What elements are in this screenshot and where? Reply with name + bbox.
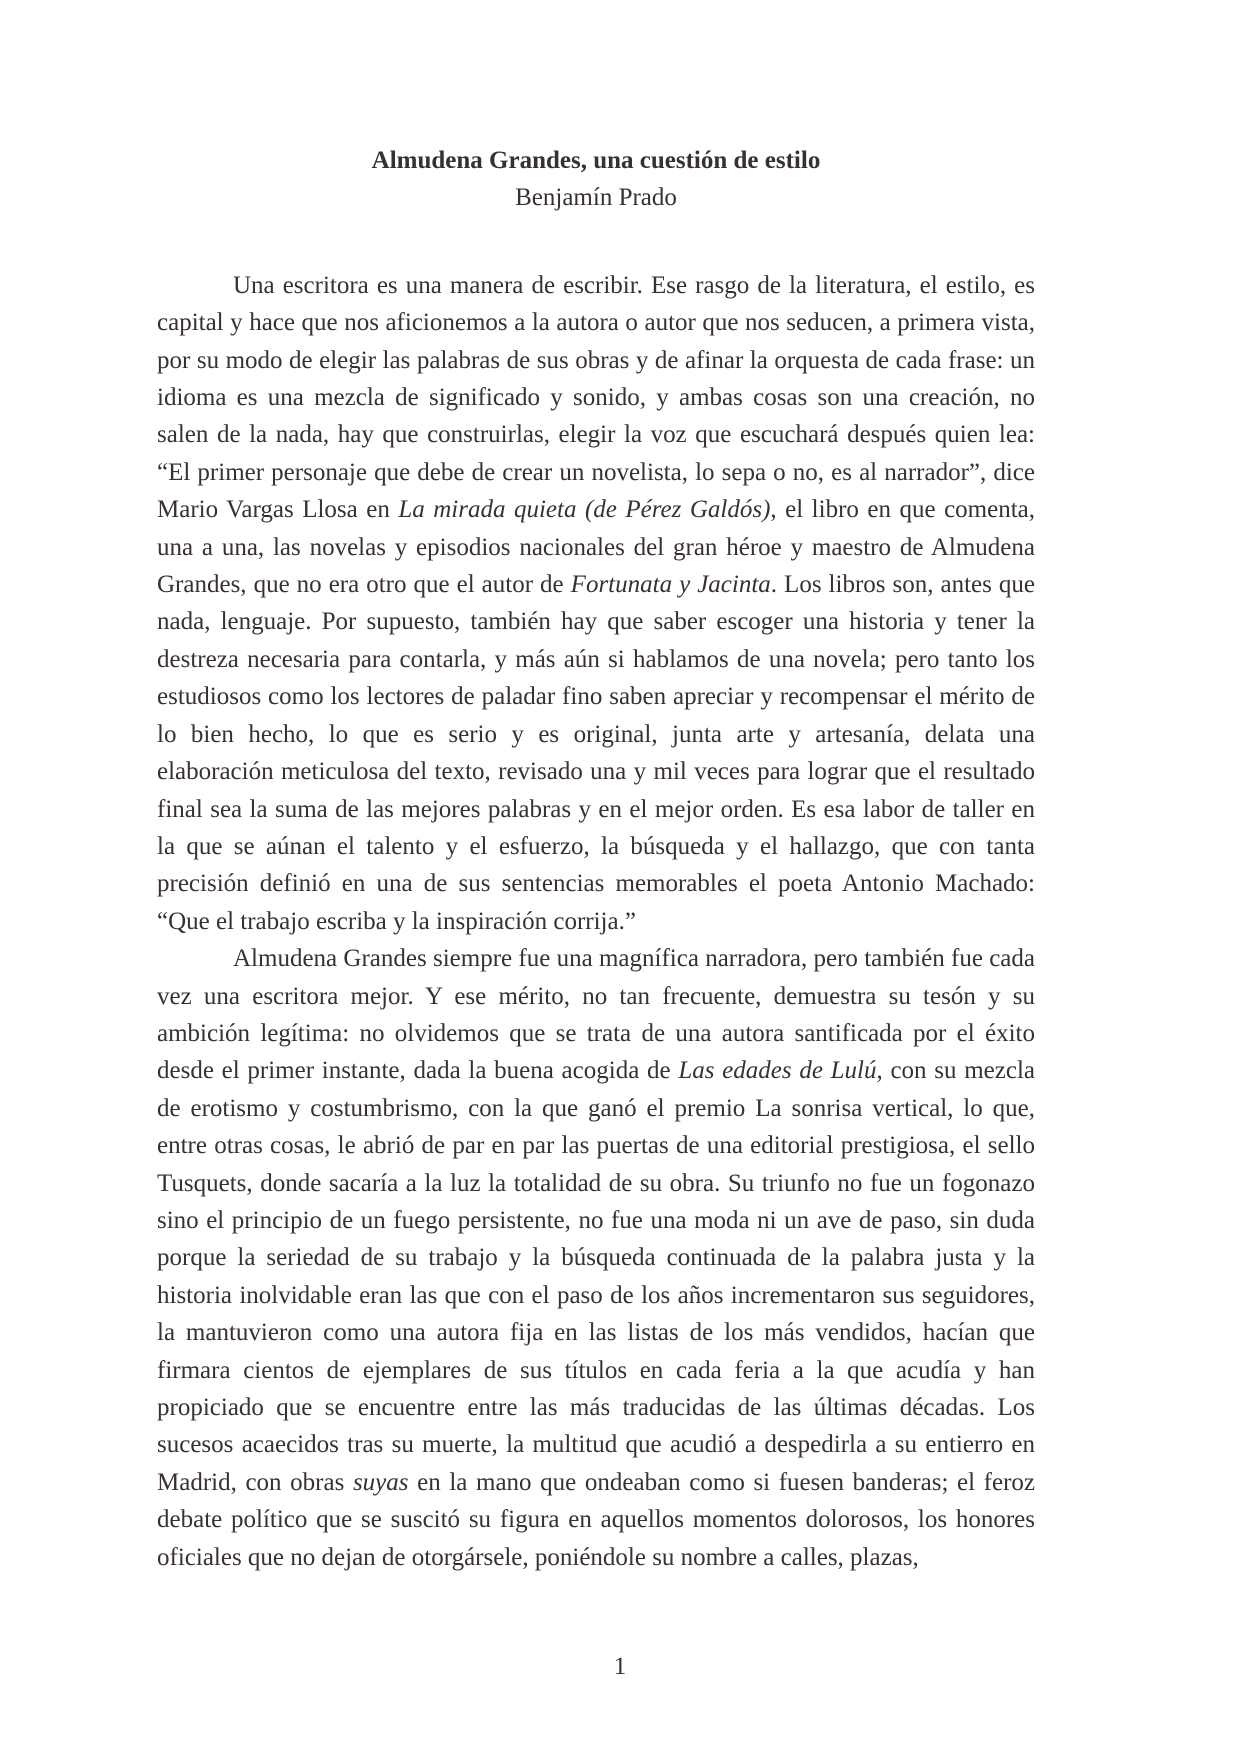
page-number: 1 — [613, 1653, 627, 1680]
document-title: Almudena Grandes, una cuestión de estilo — [371, 147, 821, 174]
italic-text-run: La mirada quieta (de Pérez Galdós) — [398, 496, 771, 524]
text-run: . Los libros son, antes que nada, lenguaje. Por supuesto, también hay que saber escoger una historia y tener la destreza necesaria para contarla, y más aún si hablamos de una novela; pero tanto los estudiosos como los lectores de paladar fino saben apreciar y recompensar el mérito de lo bien hecho, lo que es serio y es original, junta arte y artesanía, delata una elaboración meticulosa del texto, revisado una y mil veces para lograr que el resultado final sea la suma de las mejores palabras y en el mejor orden. Es esa labor de taller en la que se aúnan el talento y el esfuerzo, la búsqueda y el hallazgo, que con tanta precisión definió en una de sus sentencias memorables el poeta Antonio Machado: “Que el trabajo escriba y la inspiración corrija.” — [157, 571, 1035, 935]
text-run: Almudena Grandes siempre fue una magnífica narradora, pero también fue cada vez una escritora mejor. Y ese mérito, no tan frecuente, demuestra su tesón y su ambición legítima: no olvidemos que se trata de una autora santificada por el éxito desde el primer instante, dada la buena acogida de — [157, 945, 1035, 1085]
paragraph — [157, 267, 1035, 940]
paragraph — [157, 940, 1035, 1576]
text-run: , con su mezcla de erotismo y costumbrismo, con la que ganó el premio La sonrisa vertical, lo que, entre otras cosas, le abrió de par en par las puertas de una editorial prestigiosa, el sello Tusquets, donde sacaría a la luz la totalidad de su obra. Su triunfo no fue un fogonazo sino el principio de un fuego persistente, no fue una moda ni un ave de paso, sin duda porque la seriedad de su trabajo y la búsqueda continuada de la palabra justa y la historia inolvidable eran las que con el paso de los años incrementaron sus seguidores, la mantuvieron como una autora fija en las listas de los más vendidos, hacían que firmara cientos de ejemplares de sus títulos en cada feria a la que acudía y han propiciado que se encuentre entre las más traducidas de las últimas décadas. Los sucesos acaecidos tras su muerte, la multitud que acudió a despedirla a su entierro en Madrid, con obras — [157, 1057, 1035, 1496]
text-run: , el libro en que comenta, una a una, las novelas y episodios nacionales del gran héroe y maestro de Almudena Grandes, que no era otro que el autor de — [157, 496, 1035, 599]
text-run: en la mano que ondeaban como si fuesen banderas; el feroz debate político que se suscitó su figura en aquellos momentos dolorosos, los honores oficiales que no dejan de otorgársele, poniéndole su nombre a calles, plazas, — [157, 1468, 1036, 1571]
italic-text-run: suyas — [352, 1468, 409, 1496]
page-footer — [0, 1652, 1240, 1681]
text-run: Una escritora es una manera de escribir. Ese rasgo de la literatura, el estilo, es capital y hace que nos aficionemos a la autora o autor que nos seducen, a primera vista, por su modo de elegir las palabras de sus obras y de afinar la orquesta de cada frase: un idioma es una mezcla de significado y sonido, y ambas cosas son una creación, no salen de la nada, hay que construirlas, elegir la voz que escuchará después quien lea: “El primer personaje que debe de crear un novelista, lo sepa o no, es al narrador”, dice Mario Vargas Llosa en — [157, 271, 1035, 524]
document-body — [157, 267, 1035, 1576]
italic-text-run: Las edades de Lulú — [678, 1057, 877, 1085]
italic-text-run: Fortunata y Jacinta — [570, 571, 771, 599]
document-header — [157, 0, 1035, 217]
document-author: Benjamín Prado — [515, 184, 677, 212]
